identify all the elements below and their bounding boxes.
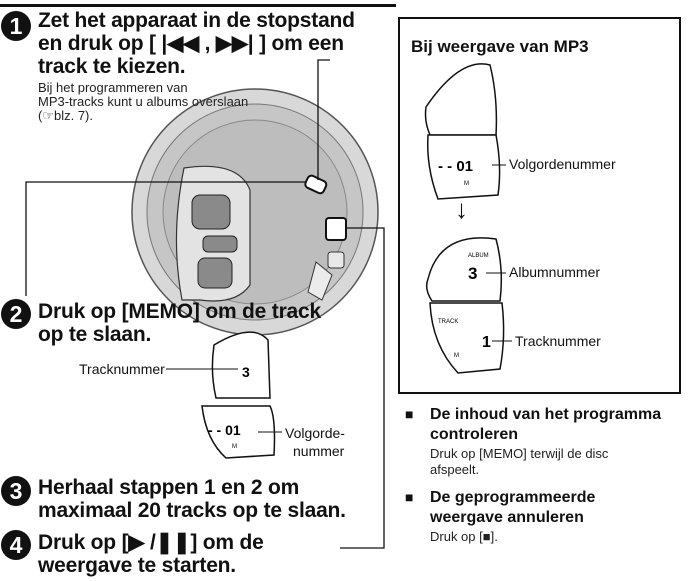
step-1-note-line2: MP3-tracks kunt u albums overslaan xyxy=(38,94,249,109)
control-button-3 xyxy=(198,258,232,288)
control-button-1 xyxy=(192,195,230,229)
step-2-number: 2 xyxy=(1,299,31,329)
check-text-line1: Druk op [MEMO] terwijl de disc xyxy=(430,446,609,461)
mp3-display-blank xyxy=(426,64,497,135)
cancel-text: Druk op [■]. xyxy=(430,529,498,544)
mp3-display-order-m: M xyxy=(464,181,469,187)
step-1-heading-line1: Zet het apparaat in de stopstand xyxy=(38,9,355,32)
step-2-track-label: Tracknummer xyxy=(79,361,165,377)
display-order-value: - - 01 xyxy=(208,422,241,438)
check-title-line2: controleren xyxy=(430,426,519,443)
mp3-order-label: Volgordenummer xyxy=(509,156,616,172)
step-1-number: 1 xyxy=(1,11,31,41)
step-3-heading-line1: Herhaal stappen 1 en 2 om xyxy=(38,476,300,499)
step-3-number: 3 xyxy=(1,476,31,506)
mp3-display-order-value: - - 01 xyxy=(438,158,474,175)
mp3-panel-title: Bij weergave van MP3 xyxy=(411,37,589,56)
mp3-display-album xyxy=(427,238,502,301)
check-bullet-square: ■ xyxy=(405,406,414,422)
mp3-display-track-m: M xyxy=(454,353,459,359)
control-button-2 xyxy=(203,236,237,252)
cancel-bullet xyxy=(405,488,413,507)
step-1-heading-line3: track te kiezen. xyxy=(38,55,186,78)
step-2-heading-line2: op te slaan. xyxy=(38,323,152,346)
step-1-heading-line2: en druk op [ |◀◀ , ▶▶| ] om een xyxy=(38,32,344,55)
memo-button-highlight xyxy=(326,218,346,240)
mp3-display-track xyxy=(430,303,504,373)
step-4-number: 4 xyxy=(1,530,31,560)
cancel-title-line1: De geprogrammeerde xyxy=(430,489,596,506)
step-3-heading-line2: maximaal 20 tracks op te slaan. xyxy=(38,499,346,522)
mp3-display-album-value: 3 xyxy=(468,264,478,283)
step-4-heading-line1: Druk op [▶ /❚❚] om de xyxy=(38,531,264,554)
display-track-digit: 3 xyxy=(242,364,250,380)
check-bullet xyxy=(405,405,413,424)
step-1-note-line1: Bij het programmeren van xyxy=(38,80,188,95)
cancel-title-line2: weergave annuleren xyxy=(430,509,584,526)
mp3-display-track-tag: TRACK xyxy=(438,319,459,325)
step-2-order-label-line1: Volgorde- xyxy=(285,425,345,441)
step-2-heading-line1: Druk op [MEMO] om de track xyxy=(38,300,321,323)
step-2-order-label-line2: nummer xyxy=(293,443,345,459)
mp3-arrow-down: ↓ xyxy=(455,194,468,224)
cancel-bullet-square: ■ xyxy=(405,489,414,505)
mp3-display-album-tag: ALBUM xyxy=(468,253,489,259)
check-text-line2: afspeelt. xyxy=(430,462,480,477)
check-title-line1: De inhoud van het programma xyxy=(430,406,662,423)
mp3-album-label: Albumnummer xyxy=(509,264,601,280)
step-4-heading-line2: weergave te starten. xyxy=(38,554,236,577)
device-side-part xyxy=(328,252,344,268)
mp3-track-label: Tracknummer xyxy=(515,333,601,349)
mp3-display-track-value: 1 xyxy=(482,334,491,351)
step-1-note-line3: (☞blz. 7). xyxy=(38,108,93,123)
display-order-m: M xyxy=(232,444,237,450)
